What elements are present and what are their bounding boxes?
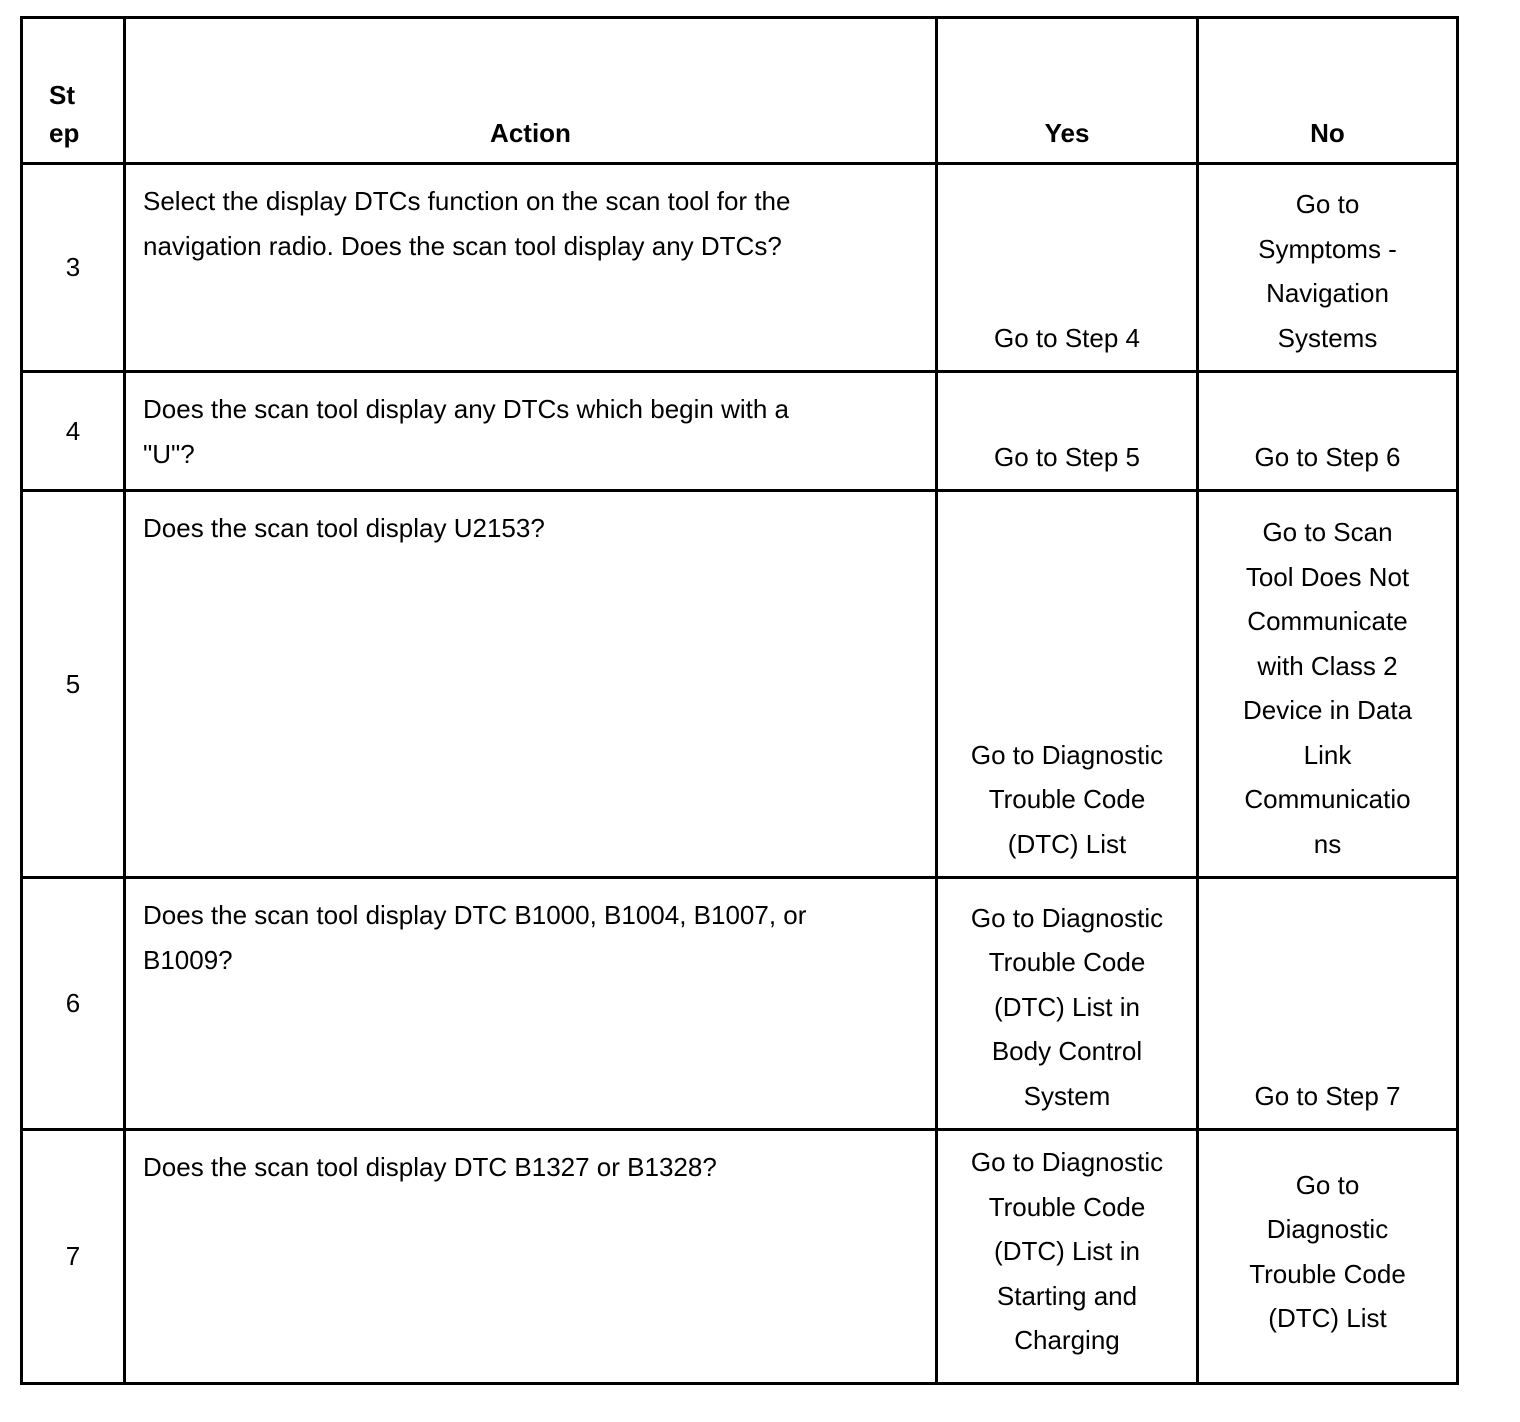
no-result: Go to Step 6 (1198, 372, 1458, 491)
step-number: 7 (22, 1130, 125, 1384)
action-text: Does the scan tool display U2153? (125, 491, 937, 878)
header-yes: Yes (937, 18, 1198, 164)
yes-result: Go to Step 4 (937, 164, 1198, 372)
action-text: Select the display DTCs function on the scan tool for the navigation radio. Does the scan tool display any DTCs? (125, 164, 937, 372)
yes-result: Go to Diagnostic Trouble Code (DTC) List in Body Control System (937, 878, 1198, 1130)
no-result: Go to Diagnostic Trouble Code (DTC) List (1198, 1130, 1458, 1384)
header-no: No (1198, 18, 1458, 164)
diagnostic-table (20, 16, 1459, 1385)
no-result: Go to Symptoms - Navigation Systems (1198, 164, 1458, 372)
step-number: 4 (22, 372, 125, 491)
header-action: Action (125, 18, 937, 164)
table-header-row (22, 18, 1458, 164)
table-row (22, 878, 1458, 1130)
action-text: Does the scan tool display DTC B1327 or B1328? (125, 1130, 937, 1384)
table-row (22, 164, 1458, 372)
table-row (22, 491, 1458, 878)
no-result: Go to Step 7 (1198, 878, 1458, 1130)
yes-result: Go to Step 5 (937, 372, 1198, 491)
table-row (22, 1130, 1458, 1384)
header-step: St ep (22, 18, 125, 164)
diagnostic-table-container (20, 16, 1456, 1382)
yes-result: Go to Diagnostic Trouble Code (DTC) List (937, 491, 1198, 878)
action-text: Does the scan tool display DTC B1000, B1004, B1007, or B1009? (125, 878, 937, 1130)
step-number: 5 (22, 491, 125, 878)
action-text: Does the scan tool display any DTCs which begin with a "U"? (125, 372, 937, 491)
table-row (22, 372, 1458, 491)
step-number: 3 (22, 164, 125, 372)
step-number: 6 (22, 878, 125, 1130)
yes-result: Go to Diagnostic Trouble Code (DTC) List in Starting and Charging (937, 1130, 1198, 1384)
no-result: Go to Scan Tool Does Not Communicate with Class 2 Device in Data Link Communicatio ns (1198, 491, 1458, 878)
